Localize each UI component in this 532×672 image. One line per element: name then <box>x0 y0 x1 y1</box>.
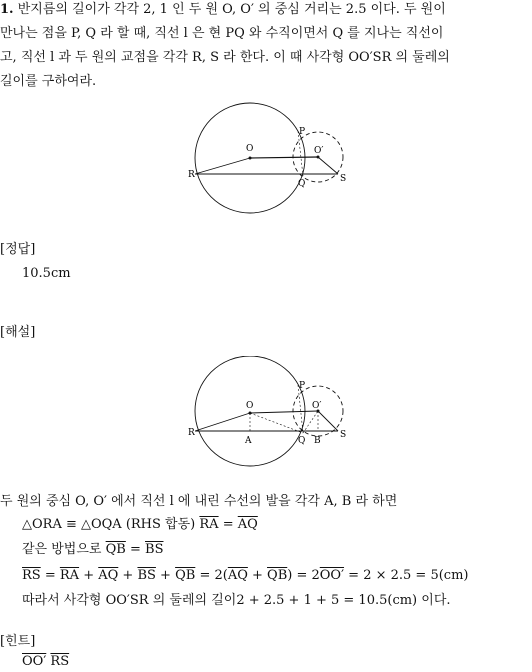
fig2-label-o: O <box>246 401 254 411</box>
fig2-label-p: P <box>299 381 306 391</box>
step2-eq: = <box>125 542 146 557</box>
hint-seg-rs: $\overline{RS}$ <box>50 654 70 669</box>
step3-seg-qb-2: $\overline{QB}$ <box>267 568 288 583</box>
step2-text: 같은 방법으로 <box>22 542 106 557</box>
fig1-label-p: P <box>299 127 306 137</box>
problem-number: 1. <box>0 2 14 17</box>
fig2-label-r: R <box>188 428 195 438</box>
problem-text-4: 길이를 구하여라. <box>0 74 97 89</box>
solution-step-3 <box>22 566 468 586</box>
step3-seg-ra: $\overline{RA}$ <box>59 568 80 583</box>
step3-e3: ) = 2 <box>287 568 320 583</box>
solution-step-1 <box>22 515 258 535</box>
solution-intro: 두 원의 중심 O, O′ 에서 직선 l 에 내린 수선의 발을 각각 A, B 라 하면 <box>0 494 398 509</box>
step1-congruence: △ORA ≡ △OQA (RHS 합동) <box>22 517 200 532</box>
step3-seg-rs: $\overline{RS}$ <box>22 568 41 583</box>
solution-heading: [해설] <box>0 325 36 340</box>
step3-p3: + <box>155 568 176 583</box>
step1-seg-aq: $\overline{AQ}$ <box>237 517 258 532</box>
problem-line-1 <box>0 0 446 20</box>
hint-seg-oo: OO′ <box>22 654 47 669</box>
step2-seg-qb: $\overline{QB}$ <box>105 542 126 557</box>
solution-step-4: 따라서 사각형 OO′SR 의 둘레의 길이2 + 2.5 + 1 + 5 = 10.5(cm) 이다. <box>22 593 451 608</box>
step3-e1: = <box>40 568 60 583</box>
step3-p1: + <box>79 568 99 583</box>
fig2-label-b: B <box>314 436 321 446</box>
answer-heading: [정답] <box>0 242 36 257</box>
fig1-label-o-prime: O′ <box>314 146 324 156</box>
step3-seg-aq-2: $\overline{AQ}$ <box>227 568 248 583</box>
answer-value: 10.5cm <box>22 266 71 281</box>
problem-text-3: 고, 직선 l 과 두 원의 교점을 각각 R, S 라 한다. 이 때 사각형 OO′SR 의 둘레의 <box>0 50 450 65</box>
figure-2-diagram <box>188 356 358 468</box>
fig2-label-o-prime: O′ <box>312 401 322 411</box>
fig2-label-q: Q <box>298 436 306 446</box>
fig1-label-o: O <box>246 144 254 154</box>
fig1-label-r: R <box>188 170 195 180</box>
fig2-label-a: A <box>245 436 252 446</box>
solution-step-2 <box>22 540 163 560</box>
step1-eq: = <box>218 517 238 532</box>
hint-heading: [힌트] <box>0 634 36 649</box>
fig2-label-s: S <box>340 430 347 440</box>
step3-seg-bs: $\overline{BS}$ <box>137 568 156 583</box>
step3-p2: + <box>118 568 138 583</box>
fig1-label-s: S <box>340 174 347 184</box>
step3-seg-oo: OO′ <box>319 568 345 583</box>
hint-body <box>22 652 69 672</box>
step3-p4: + <box>247 568 268 583</box>
step3-seg-aq: $\overline{AQ}$ <box>98 568 119 583</box>
step1-seg-ra: $\overline{RA}$ <box>199 517 219 532</box>
problem-text-2: 만나는 점을 P, Q 라 할 때, 직선 l 은 현 PQ 와 수직이면서 Q 를 지나는 직선이 <box>0 26 444 41</box>
step2-seg-bs: $\overline{BS}$ <box>145 542 164 557</box>
figure-1-diagram <box>188 100 358 216</box>
problem-text-1: 반지름의 길이가 각각 2, 1 인 두 원 O, O′ 의 중심 거리는 2.5 이다. 두 원이 <box>17 2 446 17</box>
step3-e2: = 2( <box>195 568 228 583</box>
fig1-label-q: Q <box>298 179 306 189</box>
step3-e4: = 2 × 2.5 = 5(cm) <box>344 568 469 583</box>
step3-seg-qb: $\overline{QB}$ <box>175 568 196 583</box>
